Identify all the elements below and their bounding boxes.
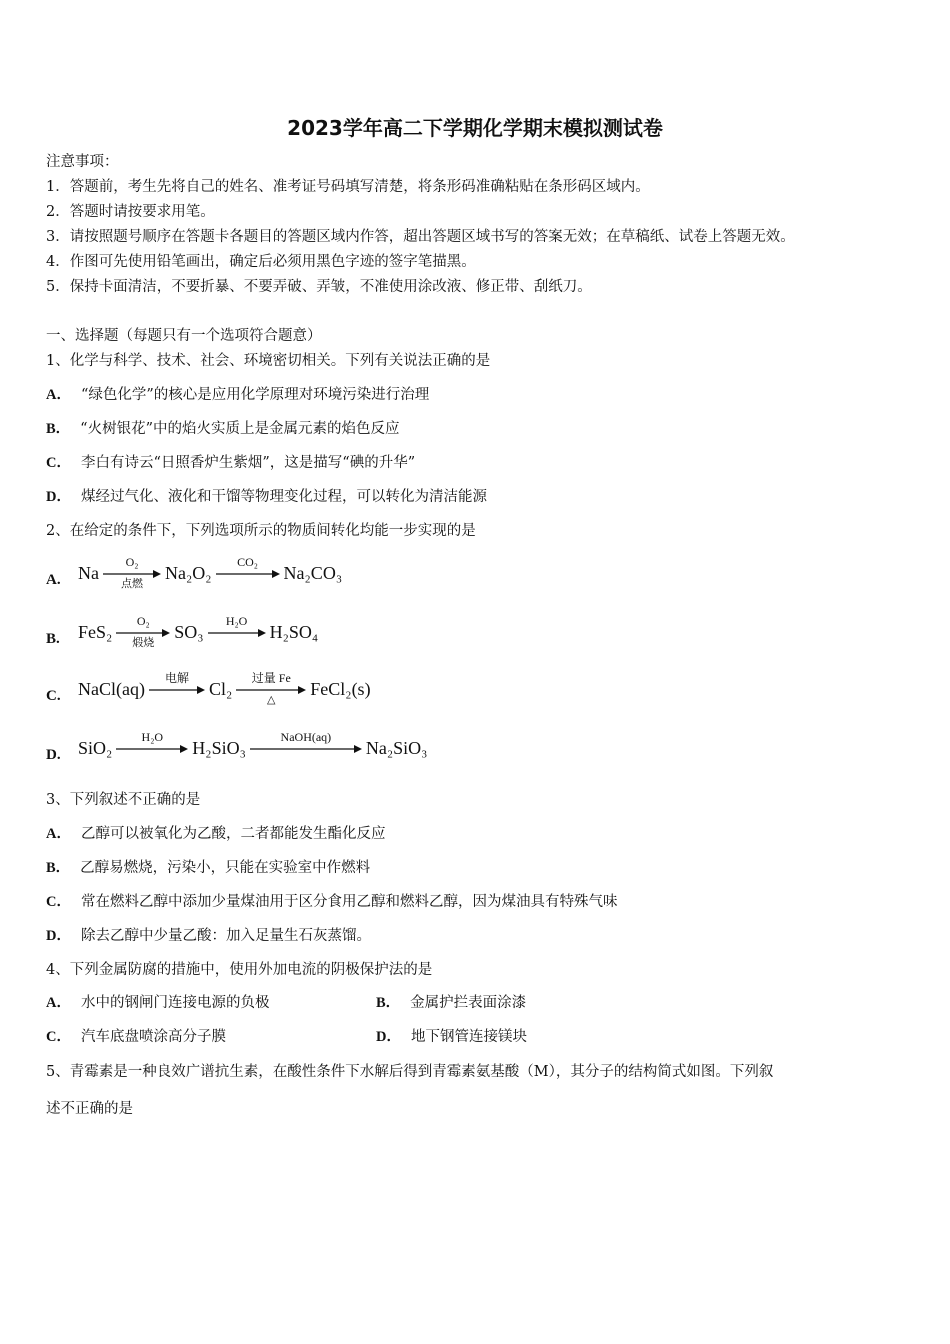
q2-option-d <box>46 728 506 768</box>
option-letter: C． <box>46 894 71 910</box>
arrow-condition-bottom: △ <box>267 694 276 706</box>
option-letter: A． <box>46 995 71 1011</box>
q3-option-a <box>46 824 385 844</box>
question-5-stem-line2: 述不正确的是 <box>46 1101 133 1117</box>
reaction-arrow <box>208 615 266 649</box>
intermediate: Na₂O₂ <box>165 562 212 583</box>
option-text: 乙醇易燃烧，污染小，只能在实验室中作燃料 <box>80 860 371 876</box>
product: Na₂SiO₃ <box>365 737 428 758</box>
arrow-condition-top: H₂O <box>225 614 248 628</box>
product: FeCl₂(s) <box>310 678 371 699</box>
option-text: 常在燃料乙醇中添加少量煤油用于区分食用乙醇和燃料乙醇，因为煤油具有特殊气味 <box>80 894 618 910</box>
intermediate: SO₃ <box>174 621 204 642</box>
reactant: Na <box>78 562 99 583</box>
option-letter: A. <box>46 572 61 588</box>
arrow-icon <box>103 570 161 578</box>
q4-option-b <box>376 993 526 1013</box>
reaction-arrow <box>216 556 280 590</box>
option-letter: B. <box>46 631 60 647</box>
intermediate: Cl₂ <box>208 678 233 699</box>
reaction-arrow <box>103 556 161 590</box>
option-text: “绿色化学”的核心是应用化学原理对环境污染进行治理 <box>80 387 430 403</box>
arrow-condition-top: NaOH(aq) <box>280 730 332 744</box>
question-3-stem: 3、下列叙述不正确的是 <box>46 792 201 808</box>
product: Na₂CO₃ <box>283 562 343 583</box>
notice-item: 5．保持卡面清洁，不要折暴、不要弄破、弄皱，不准使用涂改液、修正带、刮纸刀。 <box>46 279 592 295</box>
arrow-condition-top: CO₂ <box>237 555 258 569</box>
option-text: 李白有诗云“日照香炉生紫烟”，这是描写“碘的升华” <box>80 455 416 471</box>
reactant: SiO₂ <box>78 737 113 758</box>
option-letter: D． <box>46 489 71 505</box>
option-text: 乙醇可以被氧化为乙酸，二者都能发生酯化反应 <box>80 826 386 842</box>
notice-heading: 注意事项： <box>46 154 119 170</box>
page-title: 2023学年高二下学期化学期末模拟测试卷 <box>287 116 663 140</box>
option-letter: C． <box>46 455 71 471</box>
option-letter: C. <box>46 688 61 704</box>
option-letter: B． <box>46 421 71 437</box>
question-5-stem-line1: 5、青霉素是一种良效广谱抗生素，在酸性条件下水解后得到青霉素氨基酸（M），其分子的结构简式如图。下列叙 <box>46 1064 774 1080</box>
product: H₂SO₄ <box>269 621 319 642</box>
arrow-icon <box>116 629 170 637</box>
reactant: FeS₂ <box>78 621 113 642</box>
q4-option-d <box>376 1027 527 1047</box>
question-4-stem: 4、下列金属防腐的措施中，使用外加电流的阴极保护法的是 <box>46 962 433 978</box>
notice-item: 3．请按照题号顺序在答题卡各题目的答题区域内作答，超出答题区域书写的答案无效；在草稿纸、试卷上答题无效。 <box>46 229 795 245</box>
arrow-icon <box>250 745 362 753</box>
q2-option-a <box>46 553 446 593</box>
q1-option-a <box>46 385 429 405</box>
q1-option-d <box>46 487 487 507</box>
reactant: NaCl(aq) <box>78 678 145 699</box>
arrow-condition-top: O₂ <box>136 614 150 628</box>
option-letter: A． <box>46 387 71 403</box>
notice-item: 4．作图可先使用铅笔画出，确定后必须用黑色字迹的签字笔描黑。 <box>46 254 476 270</box>
section-heading: 一、选择题（每题只有一个选项符合题意） <box>46 328 322 344</box>
option-text: 水中的钢闸门连接电源的负极 <box>80 995 270 1011</box>
arrow-condition-bottom: 煅烧 <box>132 637 155 649</box>
arrow-icon <box>216 570 280 578</box>
option-letter: D. <box>46 747 61 763</box>
q3-option-d <box>46 926 371 946</box>
arrow-icon <box>208 629 266 637</box>
reaction-arrow <box>116 615 170 649</box>
arrow-condition-top: H₂O <box>141 730 164 744</box>
reaction-arrow <box>116 731 188 765</box>
notice-item: 2．答题时请按要求用笔。 <box>46 204 215 220</box>
option-text: “火树银花”中的焰火实质上是金属元素的焰色反应 <box>80 421 400 437</box>
question-2-stem: 2、在给定的条件下，下列选项所示的物质间转化均能一步实现的是 <box>46 523 476 539</box>
arrow-icon <box>149 686 205 694</box>
q3-option-b <box>46 858 370 878</box>
notice-item: 1．答题前，考生先将自己的姓名、准考证号码填写清楚，将条形码准确粘贴在条形码区域内。 <box>46 179 650 195</box>
q2-option-b <box>46 612 446 652</box>
option-text: 煤经过气化、液化和干馏等物理变化过程，可以转化为清洁能源 <box>80 489 487 505</box>
option-letter: B． <box>46 860 71 876</box>
arrow-icon <box>116 745 188 753</box>
arrow-icon <box>236 686 306 694</box>
q3-option-c <box>46 892 617 912</box>
option-text: 地下钢管连接镁块 <box>410 1029 527 1045</box>
option-text: 金属护拦表面涂漆 <box>410 995 527 1011</box>
option-letter: B． <box>376 995 401 1011</box>
arrow-condition-top: O₂ <box>125 555 139 569</box>
option-text: 汽车底盘喷涂高分子膜 <box>80 1029 226 1045</box>
q2-option-c <box>46 669 466 709</box>
question-1-stem: 1、化学与科学、技术、社会、环境密切相关。下列有关说法正确的是 <box>46 353 491 369</box>
q1-option-b <box>46 419 400 439</box>
option-letter: A． <box>46 826 71 842</box>
option-letter: D． <box>376 1029 401 1045</box>
q4-option-a <box>46 993 269 1013</box>
option-text: 除去乙醇中少量乙酸：加入足量生石灰蒸馏。 <box>80 928 371 944</box>
arrow-condition-bottom: 点燃 <box>121 578 143 590</box>
q4-option-c <box>46 1027 226 1047</box>
intermediate: H₂SiO₃ <box>192 737 246 758</box>
arrow-condition-top: 电解 <box>164 671 189 685</box>
option-letter: D． <box>46 928 71 944</box>
option-letter: C． <box>46 1029 71 1045</box>
arrow-condition-top: 过量 Fe <box>251 671 291 685</box>
q1-option-c <box>46 453 415 473</box>
reaction-arrow <box>250 731 362 765</box>
reaction-arrow <box>149 672 205 706</box>
reaction-arrow <box>236 672 306 706</box>
